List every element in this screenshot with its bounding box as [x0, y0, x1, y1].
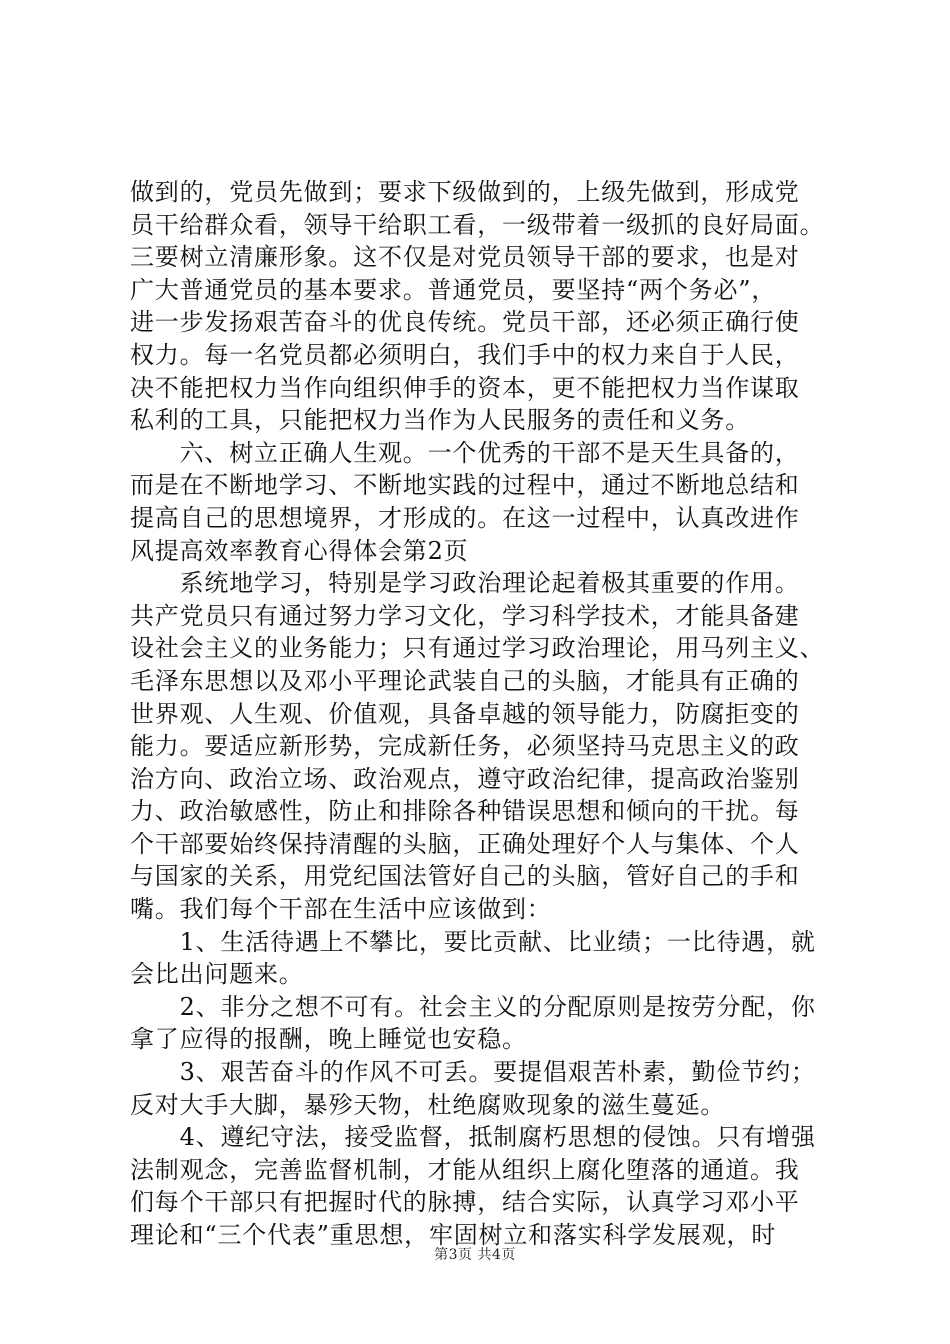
text-line: 进一步发扬艰苦奋斗的优良传统。党员干部，还必须正确行使 — [130, 308, 800, 337]
text-line: 反对大手大脚，暴殄天物，杜绝腐败现象的滋生蔓延。 — [130, 1090, 726, 1119]
text-line: 员干给群众看，领导干给职工看，一级带着一级抓的良好局面。 — [130, 210, 825, 239]
text-line: 系统地学习，特别是学习政治理论起着极其重要的作用。 — [130, 569, 800, 598]
text-line: 会比出问题来。 — [130, 960, 304, 989]
text-line: 六、树立正确人生观。一个优秀的干部不是天生具备的， — [130, 438, 800, 467]
text-line: 拿了应得的报酬，晚上睡觉也安稳。 — [130, 1025, 527, 1054]
page-number-label: 第3页 共4页 — [434, 1247, 516, 1263]
text-line: 们每个干部只有把握时代的脉搏，结合实际，认真学习邓小平 — [130, 1188, 800, 1217]
text-line: 嘴。我们每个干部在生活中应该做到： — [130, 895, 552, 924]
text-line: 决不能把权力当作向组织伸手的资本，更不能把权力当作谋取 — [130, 373, 800, 402]
text-line: 法制观念，完善监督机制，才能从组织上腐化堕落的通道。我 — [130, 1155, 800, 1184]
text-line: 3、艰苦奋斗的作风不可丢。要提倡艰苦朴素，勤俭节约； — [130, 1058, 816, 1087]
text-line: 与国家的关系，用党纪国法管好自己的头脑，管好自己的手和 — [130, 862, 800, 891]
text-line: 风提高效率教育心得体会第2页 — [130, 536, 469, 565]
text-line: 设社会主义的业务能力；只有通过学习政治理论，用马列主义、 — [130, 634, 825, 663]
text-line: 私利的工具，只能把权力当作为人民服务的责任和义务。 — [130, 406, 750, 435]
text-line: 做到的，党员先做到；要求下级做到的，上级先做到，形成党 — [130, 178, 800, 206]
text-line: 力、政治敏感性，防止和排除各种错误思想和倾向的干扰。每 — [130, 797, 800, 826]
text-line: 权力。每一名党员都必须明白，我们手中的权力来自于人民， — [130, 340, 800, 369]
text-line: 能力。要适应新形势，完成新任务，必须坚持马克思主义的政 — [130, 732, 800, 761]
document-body — [130, 176, 830, 1252]
text-line: 2、非分之想不可有。社会主义的分配原则是按劳分配，你 — [130, 992, 816, 1021]
text-line: 提高自己的思想境界，才形成的。在这一过程中，认真改进作 — [130, 503, 800, 532]
page-footer — [0, 1244, 950, 1264]
text-line: 共产党员只有通过努力学习文化，学习科学技术，才能具备建 — [130, 601, 800, 630]
text-line: 治方向、政治立场、政治观点，遵守政治纪律，提高政治鉴别 — [130, 764, 800, 793]
text-line: 理论和“三个代表”重思想，牢固树立和落实科学发展观，时 — [130, 1221, 777, 1249]
text-line: 而是在不断地学习、不断地实践的过程中，通过不断地总结和 — [130, 471, 800, 500]
text-line: 4、遵纪守法，接受监督，抵制腐朽思想的侵蚀。只有增强 — [130, 1123, 816, 1152]
text-line: 世界观、人生观、价值观，具备卓越的领导能力，防腐拒变的 — [130, 699, 800, 728]
text-line: 广大普通党员的基本要求。普通党员，要坚持“两个务必”， — [130, 275, 777, 304]
text-line: 个干部要始终保持清醒的头脑，正确处理好个人与集体、个人 — [130, 829, 800, 858]
text-line: 1、生活待遇上不攀比，要比贡献、比业绩；一比待遇，就 — [130, 927, 816, 956]
text-line: 毛泽东思想以及邓小平理论武装自己的头脑，才能具有正确的 — [130, 666, 800, 695]
text-line: 三要树立清廉形象。这不仅是对党员领导干部的要求，也是对 — [130, 243, 800, 272]
